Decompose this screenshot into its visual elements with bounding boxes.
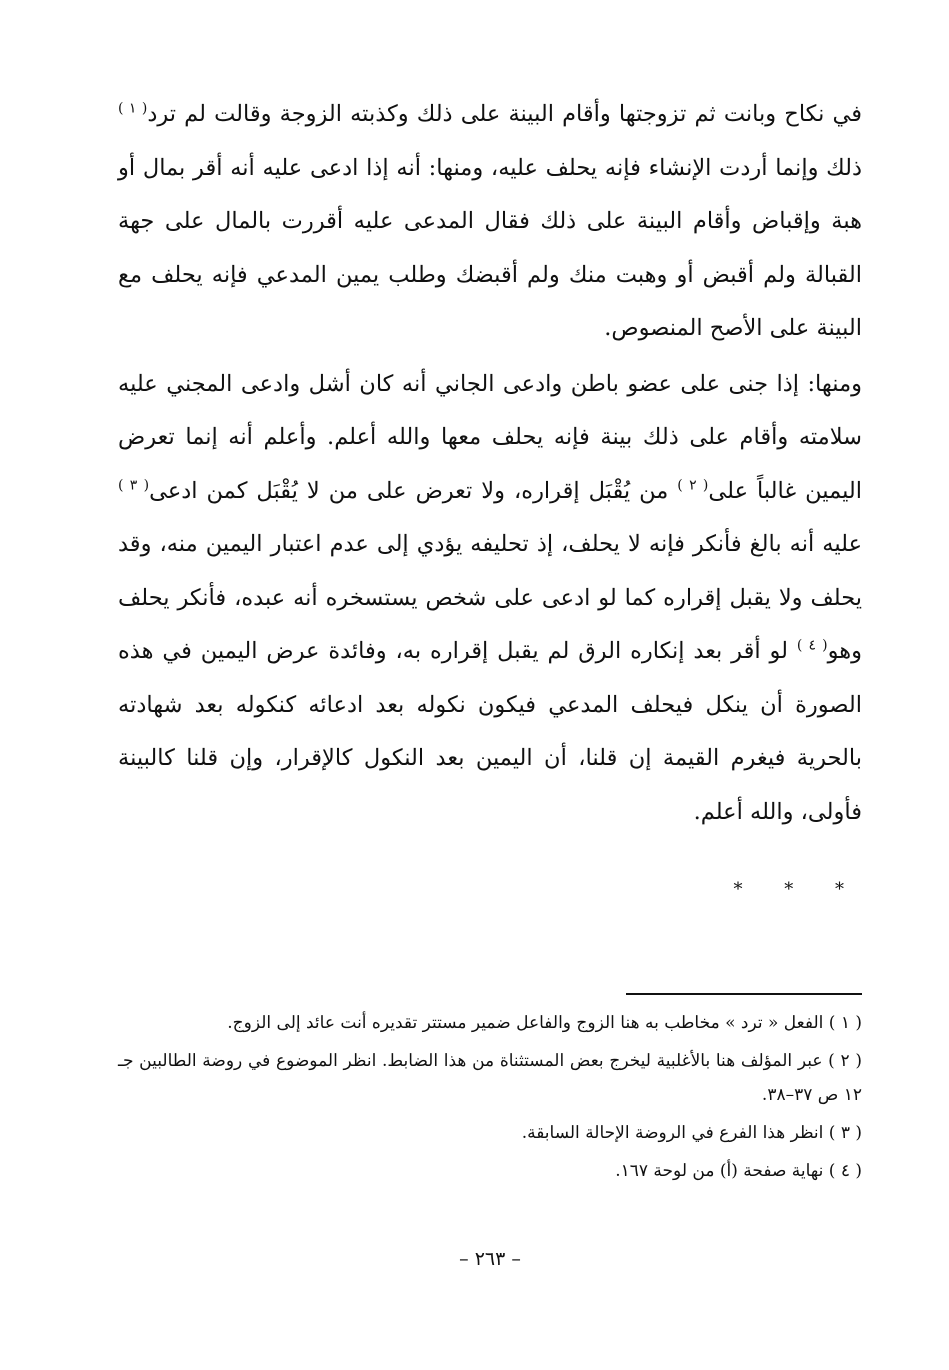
paragraph-1-text-a: في نكاح وبانت ثم تزوجتها وأقام البينة على ذلك وكذبته الزوجة وقالت لم ترد xyxy=(147,101,862,127)
paragraph-2-text-b: من يُقْبَل إقراره، ولا تعرض على من لا يُقْبَل كمن ادعى xyxy=(149,477,678,504)
paragraph-2-text-d: لو أقر بعد إنكاره الرق لم يقبل إقراره به، وفائدة عرض اليمين في هذه الصورة أن ينكل فيحلف المدعي فيكون نكوله بعد ادعائه كنكوله بعد شهادته بالحرية فيغرم القيمة إن قلنا، أن اليمين بعد النكول كالإقرار، وإن قلنا كالبينة فأولى، والله أعلم. xyxy=(118,638,862,825)
footnotes xyxy=(118,1006,862,1192)
footnote-1: ( ١ ) الفعل « ترد » مخاطب به هنا الزوج والفاعل ضمير مستتر تقديره أنت عائد إلى الزوج. xyxy=(227,1013,862,1033)
page-number: – ٢٦٣ – xyxy=(459,1248,521,1270)
paragraph-1 xyxy=(118,88,862,356)
document-page xyxy=(118,88,862,1348)
main-text xyxy=(118,88,862,903)
paragraph-2 xyxy=(118,358,862,840)
paragraph-1-text-b: ذلك وإنما أردت الإنشاء فإنه يحلف عليه، ومنها: أنه إذا ادعى عليه أنه أقر بمال أو هبة وإقباض وأقام البينة على ذلك فقال المدعى عليه أقررت بالمال على جهة القبالة ولم أقبض أو وهبت منك ولم أقبضك وطلب يمين المدعي فإنه يحلف مع البينة على الأصح المنصوص. xyxy=(118,154,862,341)
footnote-2: ( ٢ ) عبر المؤلف هنا بالأغلبية ليخرج بعض المستثناة من هذا الضابط. انظر الموضوع في روضة الطالبين جـ ١٢ ص ٣٧–٣٨. xyxy=(118,1051,862,1105)
footnote-rule xyxy=(626,993,862,995)
footnote-ref-2: ( ٢ ) xyxy=(677,477,709,493)
footnote-3: ( ٣ ) انظر هذا الفرع في الروضة الإحالة السابقة. xyxy=(521,1123,862,1143)
footnote-ref-1: ( ١ ) xyxy=(118,100,148,117)
footnote-ref-3: ( ٣ ) xyxy=(118,477,150,493)
footnote-ref-4: ( ٤ ) xyxy=(796,637,828,654)
paragraph-2-text-a: ومنها: إذا جنى على عضو باطن وادعى الجاني أنه كان أشل وادعى المجني عليه سلامته وأقام على ذلك بينة فإنه يحلف معها والله أعلم. وأعلم أنه إنما تعرض اليمين غالباً على xyxy=(118,370,862,504)
section-separator: * * * xyxy=(733,879,862,900)
paragraph-2-text-c: عليه أنه بالغ فأنكر فإنه لا يحلف، إذ تحليفه يؤدي إلى عدم اعتبار اليمين منه، وقد يحلف ولا يقبل إقراره كما لو ادعى على شخص يستسخره أنه عبده، فأنكر يحلف وهو xyxy=(118,531,862,664)
footnote-4: ( ٤ ) نهاية صفحة (أ) من لوحة ١٦٧. xyxy=(615,1161,862,1181)
